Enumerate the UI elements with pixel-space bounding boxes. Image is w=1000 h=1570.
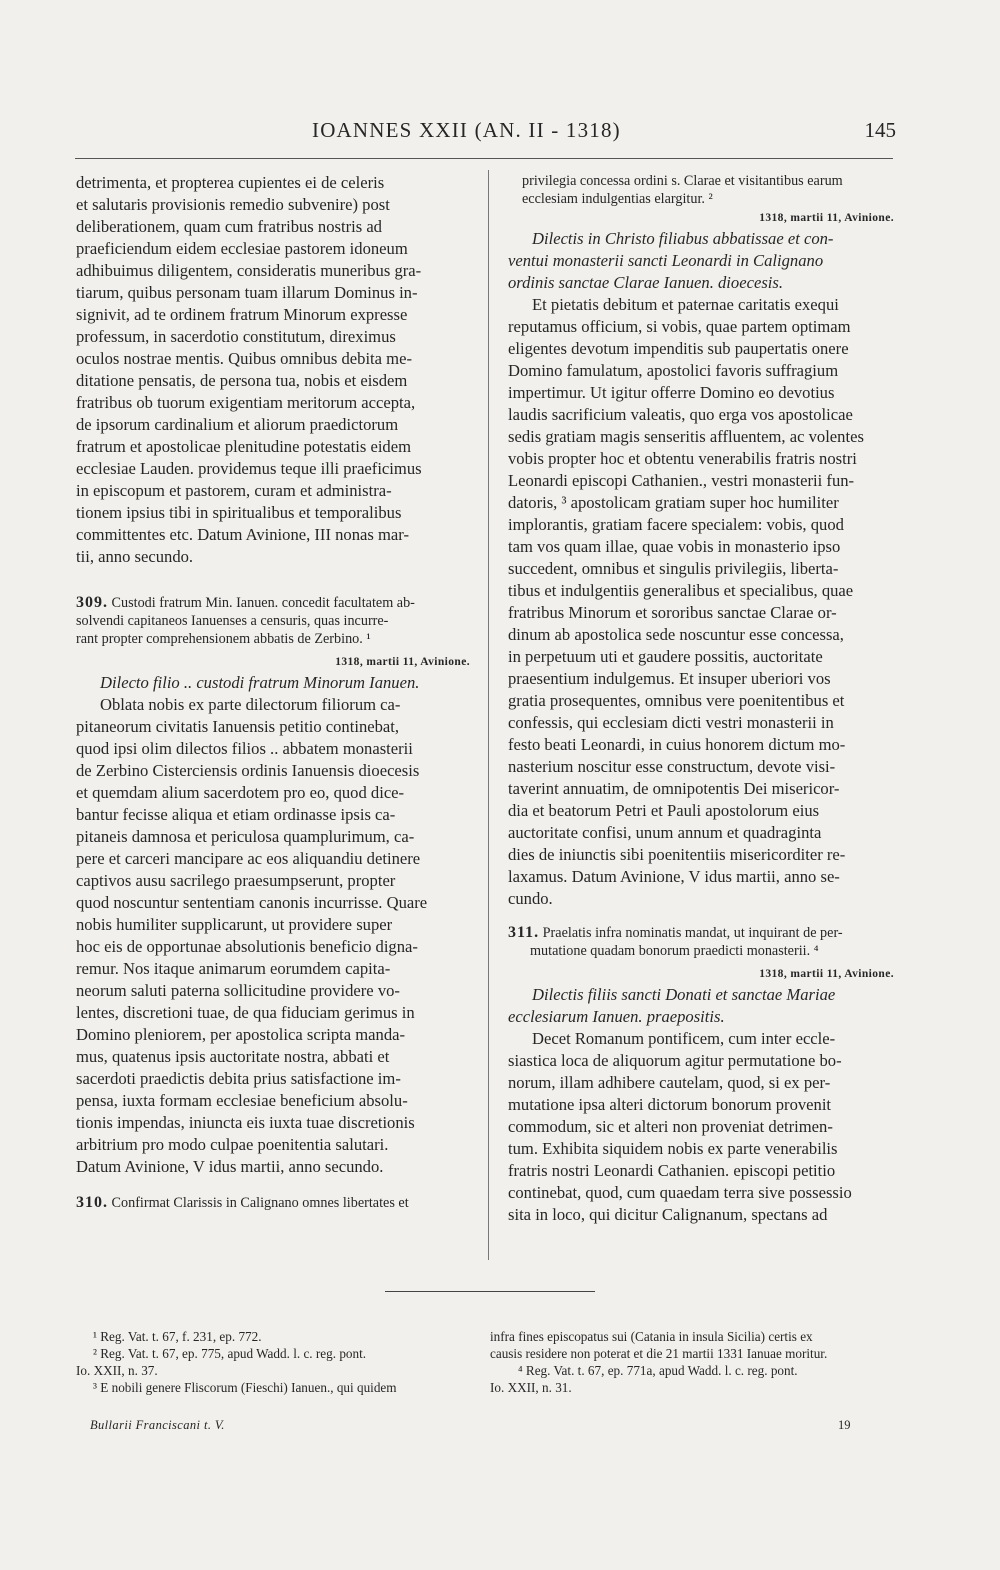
text-line: reputamus officium, si vobis, quae partem optimam: [508, 317, 851, 336]
text-line: dinum ab apostolica sede noscuntur esse concessa,: [508, 625, 844, 644]
doc-310-body: [508, 294, 894, 910]
doc-310-address: [508, 228, 894, 294]
footnote: ³ E nobili genere Fliscorum (Fieschi) Ianuen., qui quidem: [93, 1380, 397, 1395]
doc-310-date: 1318, martii 11, Avinione.: [759, 212, 894, 224]
left-column: [76, 172, 470, 1216]
footnotes-left: [76, 1328, 470, 1396]
footnote: Io. XXII, n. 31.: [490, 1380, 572, 1395]
text-line: Et pietatis debitum et paternae caritatis exequi: [532, 295, 839, 314]
column-divider: [488, 170, 489, 1260]
text-line: sita in loco, qui dicitur Calignanum, spectans ad: [508, 1205, 828, 1224]
text-line: Domino famulatum, apostolici favoris suffragium: [508, 361, 839, 380]
text-line: quod noscuntur sententiam canonis incurrisse. Quare: [76, 893, 428, 912]
text-line: et salutaris provisionis remedio subvenire) post: [76, 195, 390, 214]
footnote: ² Reg. Vat. t. 67, ep. 775, apud Wadd. l. c. reg. pont.: [93, 1346, 367, 1361]
text-line: fratrum et apostolicae plenitudine potestatis eidem: [76, 437, 411, 456]
text-line: fratris nostri Leonardi Cathanien. episcopi petitio: [508, 1161, 836, 1180]
text-line: arbitrium pro modo culpae poenitentia salutari.: [76, 1135, 389, 1154]
footnote: Io. XXII, n. 37.: [76, 1363, 158, 1378]
text-line: gratia prosequentes, omnibus vere poenitentibus et: [508, 691, 845, 710]
text-line: et quemdam alium sacerdotem pro eo, quod dice-: [76, 783, 405, 802]
footnote: infra fines episcopatus sui (Catania in insula Sicilia) certis ex: [490, 1329, 813, 1344]
doc-309-summary: [76, 594, 470, 648]
text-line: captivos ausu sacrilego praesumpserunt, propter: [76, 871, 396, 890]
page-header: [0, 118, 1000, 148]
text-line: committentes etc. Datum Avinione, III nonas mar-: [76, 525, 409, 544]
text-line: tionis impendas, iniuncta eis iuxta tuae discretionis: [76, 1113, 415, 1132]
doc-311-number: 311.: [508, 924, 540, 941]
text-line: fratribus Minorum et sororibus sanctae Clarae or-: [508, 603, 837, 622]
text-line: laudis sacrificium valeatis, quo erga vos apostolicae: [508, 405, 853, 424]
text-line: oculos nostrae mentis. Quibus omnibus debita me-: [76, 349, 412, 368]
doc-311-date: 1318, martii 11, Avinione.: [759, 968, 894, 980]
summary-line: ecclesiam indulgentias elargitur. ²: [522, 191, 713, 207]
text-line: lentes, discretioni tuae, de qua fiduciam gerimus in: [76, 1003, 415, 1022]
text-line: dia et beatorum Petri et Pauli apostolorum eius: [508, 801, 820, 820]
text-line: continebat, quod, cum quaedam terra sive possessio: [508, 1183, 852, 1202]
text-line: Datum Avinione, V idus martii, anno secundo.: [76, 1157, 384, 1176]
text-line: ventui monasterii sancti Leonardi in Calignano: [508, 251, 824, 270]
text-line: norum, illam adhibere cautelam, quod, si ex per-: [508, 1073, 831, 1092]
doc-310-summary: [76, 1194, 470, 1212]
text-line: datoris, ³ apostolicam gratiam super hoc humiliter: [508, 493, 839, 512]
text-line: tiarum, quibus personam tuam illarum Dominus in-: [76, 283, 418, 302]
text-line: nobis humiliter supplicarunt, ut providere super: [76, 915, 393, 934]
footnote: causis residere non poterat et die 21 martii 1331 Ianuae moritur.: [490, 1346, 828, 1361]
doc-309-date: 1318, martii 11, Avinione.: [335, 656, 470, 668]
summary-line: privilegia concessa ordini s. Clarae et visitantibus earum: [522, 173, 843, 189]
text-line: siastica loca de aliquorum agitur permutatione bo-: [508, 1051, 842, 1070]
text-line: ditatione pensatis, de persona tua, nobis et eisdem: [76, 371, 408, 390]
text-line: ordinis sanctae Clarae Ianuen. dioecesis.: [508, 273, 783, 292]
text-line: tii, anno secundo.: [76, 547, 194, 566]
text-line: sacerdoti praedictis debita prius satisfactione im-: [76, 1069, 401, 1088]
text-line: cundo.: [508, 889, 553, 908]
page-number: 145: [864, 118, 896, 142]
text-line: implorantis, gratiam facere specialem: vobis, quod: [508, 515, 844, 534]
header-rule: [75, 158, 893, 159]
text-line: Oblata nobis ex parte dilectorum filiorum ca-: [100, 695, 401, 714]
footnote: ⁴ Reg. Vat. t. 67, ep. 771a, apud Wadd. l. c. reg. pont.: [518, 1363, 798, 1378]
text-line: tum. Exhibita siquidem nobis ex parte venerabilis: [508, 1139, 838, 1158]
text-line: commodum, sic et alteri non proveniat detrimen-: [508, 1117, 833, 1136]
text-line: auctoritate confisi, unum annum et quadraginta: [508, 823, 822, 842]
footnotes-right: [490, 1328, 892, 1396]
text-line: confessis, qui ecclesiam dicti vestri monasterii in: [508, 713, 834, 732]
text-line: pitaneis damnosa et periculosa quamplurimum, ca-: [76, 827, 415, 846]
text-line: nasterium noscitur esse constructum, devote visi-: [508, 757, 836, 776]
text-line: ecclesiae Lauden. providemus teque illi praeficimus: [76, 459, 422, 478]
text-line: festo beati Leonardi, in cuius honorem dictum mo-: [508, 735, 846, 754]
text-line: fratribus ob tuorum exigentiam meritorum accepta,: [76, 393, 416, 412]
text-line: hoc eis de opportunae absolutionis beneficio digna-: [76, 937, 418, 956]
doc-311-body: [508, 1028, 894, 1226]
text-line: tibus et indulgentiis generalibus et specialibus, quae: [508, 581, 854, 600]
text-line: tionem ipsius tibi in spiritualibus et temporalibus: [76, 503, 402, 522]
text-line: Decet Romanum pontificem, cum inter eccle-: [532, 1029, 836, 1048]
running-title: IOANNES XXII (AN. II - 1318): [312, 118, 621, 142]
summary-line: Custodi fratrum Min. Ianuen. concedit facultatem ab-: [111, 595, 415, 611]
text-line: ecclesiarum Ianuen. praepositis.: [508, 1007, 725, 1026]
printer-signature: Bullarii Franciscani t. V.: [90, 1418, 225, 1432]
text-line: neorum saluti paterna sollicitudine providere vo-: [76, 981, 400, 1000]
text-line: vobis propter hoc et obtentu venerabilis fratris nostri: [508, 449, 857, 468]
text-line: Leonardi episcopi Cathanien., vestri monasterii fun-: [508, 471, 855, 490]
text-line: de ipsorum cardinalium et aliorum praedictorum: [76, 415, 399, 434]
text-line: remur. Nos itaque animarum eorumdem capita-: [76, 959, 391, 978]
text-line: mus, quatenus ipsis auctoritate nostra, abbati et: [76, 1047, 390, 1066]
summary-line: solvendi capitaneos Ianuenses a censuris, quas incurre-: [76, 613, 389, 629]
text-line: Dilectis in Christo filiabus abbatissae et con-: [532, 229, 834, 248]
text-line: mutatione ipsa alteri dictorum bonorum provenit: [508, 1095, 832, 1114]
right-column: [508, 172, 894, 1226]
continued-text: [76, 172, 470, 568]
text-line: in episcopum et pastorem, curam et administra-: [76, 481, 392, 500]
text-line: adhibuimus diligentem, consideratis muneribus gra-: [76, 261, 422, 280]
text-line: Dilectis filiis sancti Donati et sanctae Mariae: [532, 985, 836, 1004]
footnote-rule: [385, 1291, 595, 1292]
text-line: deliberationem, quam cum fratribus nostris ad: [76, 217, 382, 236]
text-line: pitaneorum civitatis Ianuensis petitio continebat,: [76, 717, 400, 736]
doc-311-address: [508, 984, 894, 1028]
text-line: tam vos quam illae, quae vobis in monasterio ipso: [508, 537, 841, 556]
text-line: laxamus. Datum Avinione, V idus martii, anno se-: [508, 867, 840, 886]
text-line: sedis gratiam magis senseritis affluentem, ac volentes: [508, 427, 864, 446]
text-line: impertimur. Ut igitur offerre Domino eo devotius: [508, 383, 835, 402]
summary-line: rant propter comprehensionem abbatis de Zerbino. ¹: [76, 631, 371, 647]
text-line: in perpetuum uti et gaudere possitis, auctoritate: [508, 647, 823, 666]
doc-309-number: 309.: [76, 594, 108, 611]
summary-line: mutatione quadam bonorum praedicti monasterii. ⁴: [530, 943, 819, 959]
text-line: pensa, iuxta formam ecclesiae beneficium absolu-: [76, 1091, 408, 1110]
text-line: succedent, omnibus et singulis privilegiis, liberta-: [508, 559, 839, 578]
text-line: professum, in sacerdotio constitutum, direximus: [76, 327, 396, 346]
text-line: praesentium indulgemus. Et insuper uberiori vos: [508, 669, 831, 688]
text-line: Domino pleniorem, per apostolica scripta manda-: [76, 1025, 406, 1044]
text-line: dies de iniunctis sibi poenitentiis misericorditer re-: [508, 845, 846, 864]
doc-309-body: [76, 694, 470, 1178]
text-line: pere et carceri mancipare ac eos aliquandiu detinere: [76, 849, 421, 868]
text-line: bantur fecisse aliqua et etiam ordinasse ipsis ca-: [76, 805, 396, 824]
doc-310-summary-cont: [508, 172, 894, 208]
footnote: ¹ Reg. Vat. t. 67, f. 231, ep. 772.: [93, 1329, 262, 1344]
text-line: quod ipsi olim dilectos filios .. abbatem monasterii: [76, 739, 413, 758]
text-line: eligentes devotum impenditis sub paupertatis onere: [508, 339, 849, 358]
summary-line: Praelatis infra nominatis mandat, ut inquirant de per-: [542, 925, 843, 941]
text-line: praeficiendum eidem ecclesiae pastorem idoneum: [76, 239, 408, 258]
text-line: signivit, ad te ordinem fratrum Minorum expresse: [76, 305, 408, 324]
doc-310-number: 310.: [76, 1194, 108, 1211]
doc-309-address: Dilecto filio .. custodi fratrum Minorum Ianuen.: [100, 673, 420, 692]
text-line: detrimenta, et propterea cupientes ei de celeris: [76, 173, 385, 192]
text-line: taverint annuatim, de omnipotentis Dei misericor-: [508, 779, 840, 798]
doc-311-summary: [508, 924, 894, 960]
text-line: de Zerbino Cisterciensis ordinis Ianuensis dioecesis: [76, 761, 420, 780]
summary-line: Confirmat Clarissis in Calignano omnes libertates et: [111, 1195, 409, 1211]
signature-number: 19: [838, 1418, 851, 1432]
